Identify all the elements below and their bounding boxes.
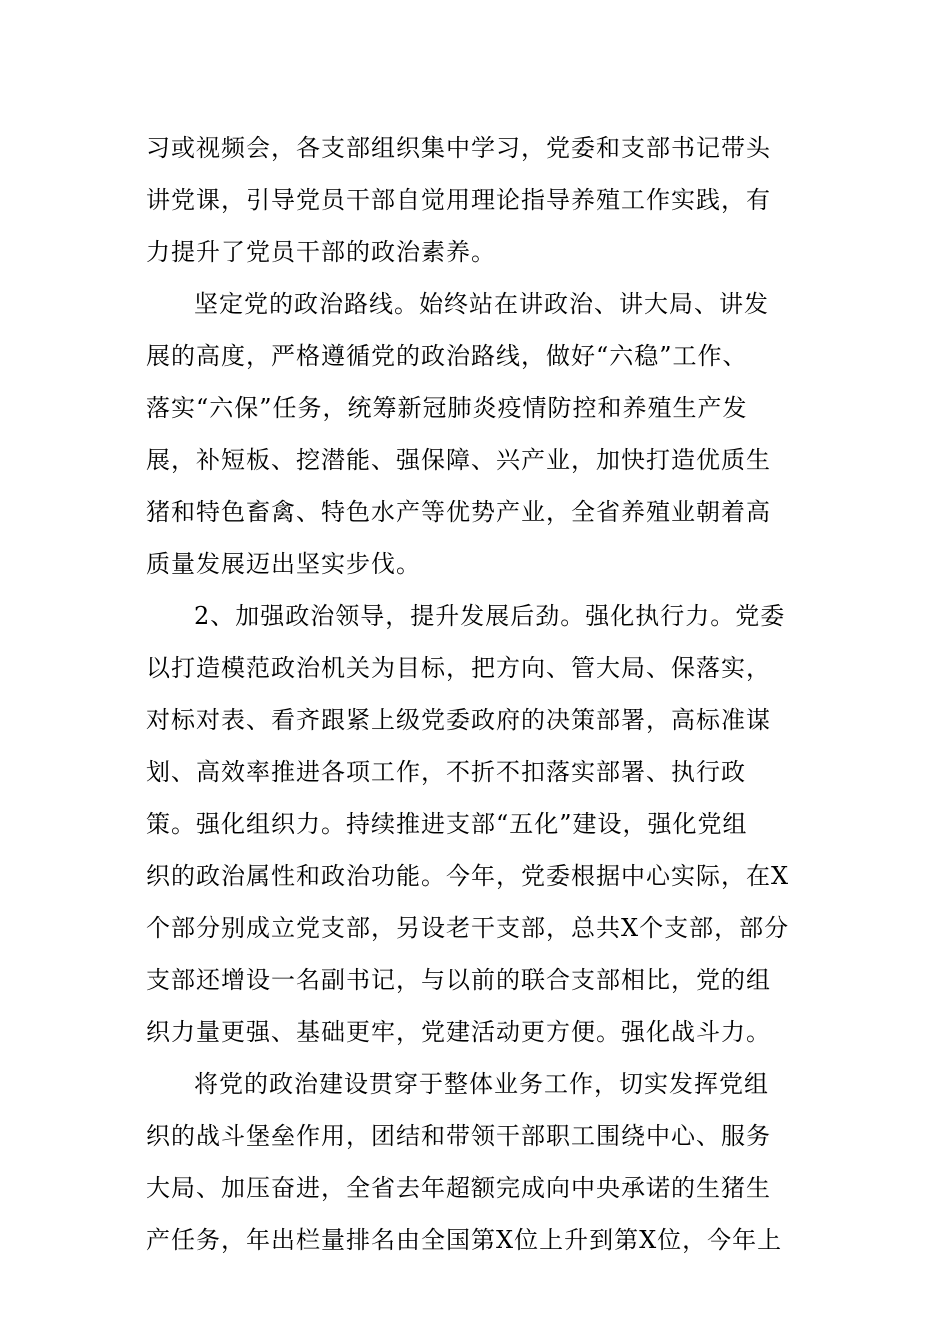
text-line: 以打造模范政治机关为目标，把方向、管大局、保落实， <box>146 654 771 682</box>
text-line: 落实“六保”任务，统筹新冠肺炎疫情防控和养殖生产发 <box>146 394 748 422</box>
text-line: 坚定党的政治路线。始终站在讲政治、讲大局、讲发 <box>194 290 769 318</box>
text-line: 产任务，年出栏量排名由全国第X位上升到第X位，今年上 <box>146 1226 783 1254</box>
text-line: 织力量更强、基础更牢，党建活动更方便。强化战斗力。 <box>146 1018 771 1046</box>
text-line: 支部还增设一名副书记，与以前的联合支部相比，党的组 <box>146 966 771 994</box>
text-line: 划、高效率推进各项工作，不折不扣落实部署、执行政 <box>146 758 746 786</box>
text-line: 力提升了党员干部的政治素养。 <box>146 238 496 266</box>
text-line: 对标对表、看齐跟紧上级党委政府的决策部署，高标准谋 <box>146 706 771 734</box>
text-line: 大局、加压奋进，全省去年超额完成向中央承诺的生猪生 <box>146 1174 771 1202</box>
text-line: 织的战斗堡垒作用，团结和带领干部职工围绕中心、服务 <box>146 1122 771 1150</box>
body-text <box>146 122 816 1266</box>
text-line: 个部分别成立党支部，另设老干支部，总共X个支部，部分 <box>146 914 790 942</box>
text-line: 织的政治属性和政治功能。今年，党委根据中心实际，在X <box>146 862 790 890</box>
text-line: 展，补短板、挖潜能、强保障、兴产业，加快打造优质生 <box>146 446 771 474</box>
text-line: 讲党课，引导党员干部自觉用理论指导养殖工作实践，有 <box>146 186 771 214</box>
text-line: 猪和特色畜禽、特色水产等优势产业，全省养殖业朝着高 <box>146 498 771 526</box>
text-line: 策。强化组织力。持续推进支部“五化”建设，强化党组 <box>146 810 748 838</box>
text-line: 2、加强政治领导，提升发展后劲。强化执行力。党委 <box>194 602 786 630</box>
text-line: 质量发展迈出坚实步伐。 <box>146 550 421 578</box>
text-line: 展的高度，严格遵循党的政治路线，做好“六稳”工作、 <box>146 342 748 370</box>
text-line: 习或视频会，各支部组织集中学习，党委和支部书记带头 <box>146 134 771 162</box>
text-line: 将党的政治建设贯穿于整体业务工作，切实发挥党组 <box>194 1070 769 1098</box>
